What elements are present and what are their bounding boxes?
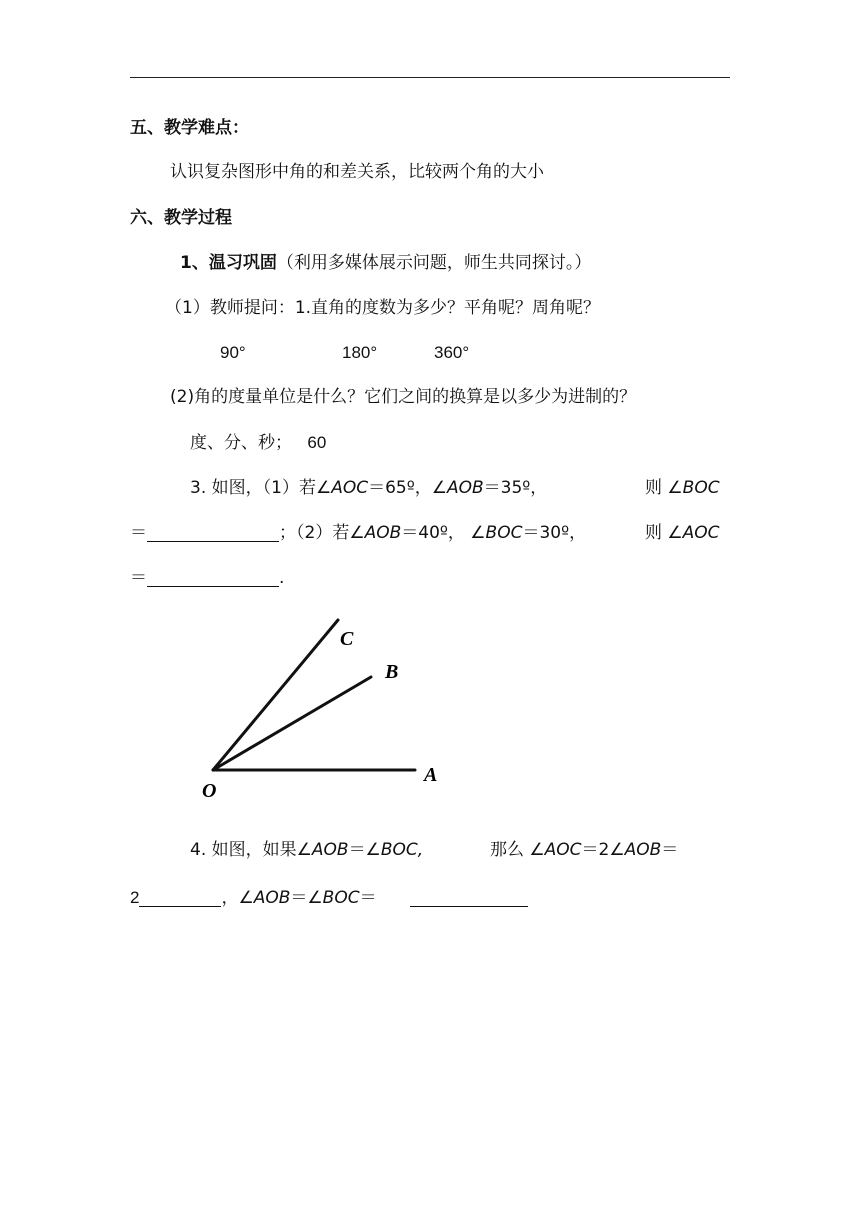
q3-angle-aob-2: AOB (364, 523, 402, 543)
step-1-note: （利用多媒体展示问题，师生共同探讨。） (276, 253, 592, 273)
step-1-title: 1、温习巩固 (180, 253, 277, 273)
q4-answer-blank-1[interactable] (139, 888, 221, 907)
question-4-line-1 (190, 838, 423, 862)
label-b: B (385, 661, 399, 683)
q4-eq-4: ＝∠ (290, 888, 323, 908)
q3-then-2: 则 ∠ (645, 523, 683, 543)
q3-then: 则 ∠ (645, 478, 683, 498)
label-a: A (424, 764, 438, 786)
q4-angle-aob-3: AOB (253, 888, 291, 908)
answer-90: 90° (220, 343, 246, 362)
answer-360: 360° (434, 343, 470, 362)
angle-figure (190, 610, 460, 810)
step-1 (180, 251, 591, 275)
q3-angle-aob: AOB (446, 478, 484, 498)
q3-eq-2: ＝ (130, 568, 147, 588)
header-rule (130, 77, 730, 78)
label-c: C (340, 628, 354, 650)
q4-eq-5: ＝ (359, 888, 377, 908)
label-o: O (202, 780, 217, 802)
q3-answer-blank-2[interactable] (147, 568, 279, 587)
q4-eq: ＝∠ (348, 840, 381, 860)
q4-then: 那么 ∠ (490, 840, 545, 860)
question-3-then (645, 476, 720, 500)
q3-eq35: ＝35º， (483, 478, 548, 498)
question-4-then (490, 838, 678, 862)
q3-angle-aoc-2: AOC (682, 523, 720, 543)
q3-eq: ＝ (130, 523, 147, 543)
q3-part2: ；（2）若∠ (279, 523, 365, 543)
q4-lead: 4. 如图，如果∠ (190, 840, 312, 860)
q3-eq40: ＝40º， ∠ (401, 523, 486, 543)
section-6-title: 六、教学过程 (130, 208, 232, 228)
q4-answer-blank-2[interactable] (410, 888, 528, 907)
q3-angle-boc-2: BOC (485, 523, 523, 543)
q3-eq30: ＝30º， (522, 523, 587, 543)
q3-eq65: ＝65º，∠ (368, 478, 447, 498)
q3-angle-aoc: AOC (331, 478, 369, 498)
answer-2 (190, 431, 326, 455)
q4-angle-boc: BOC, (380, 840, 424, 860)
question-4-blank-2-wrap (410, 886, 528, 910)
q4-two: 2 (130, 888, 140, 907)
question-3-line-1 (190, 476, 547, 500)
q3-lead: 3. 如图，（1）若∠ (190, 478, 332, 498)
answer-180: 180° (342, 343, 378, 362)
question-4-line-2 (130, 886, 377, 910)
section-5-body: 认识复杂图形中角的和差关系，比较两个角的大小 (170, 162, 544, 182)
q4-angle-aob-2: AOB (624, 840, 662, 860)
q4-angle-boc-2: BOC (322, 888, 360, 908)
ray-oc (213, 620, 338, 770)
ray-ob (213, 677, 371, 770)
question-1: （1）教师提问：1.直角的度数为多少？平角呢？周角呢？ (165, 298, 601, 318)
question-3-then-2 (645, 521, 720, 545)
question-3-line-2 (130, 521, 586, 545)
question-2: (2)角的度量单位是什么？它们之间的换算是以多少为进制的？ (170, 387, 637, 407)
q4-angle-aoc: AOC (544, 840, 582, 860)
q4-angle-aob: AOB (311, 840, 349, 860)
q3-angle-boc: BOC (682, 478, 720, 498)
question-3-line-3 (130, 566, 284, 590)
section-5-title: 五、教学难点： (130, 118, 249, 138)
q3-answer-blank-1[interactable] (147, 523, 279, 542)
q4-comma: ，∠ (221, 888, 254, 908)
answer-2-base: 60 (307, 433, 327, 452)
q4-eq-3: ＝ (661, 840, 679, 860)
q4-eq-2: ＝2∠ (581, 840, 625, 860)
answer-2-units: 度、分、秒； (190, 433, 292, 453)
q3-end: . (279, 568, 285, 588)
